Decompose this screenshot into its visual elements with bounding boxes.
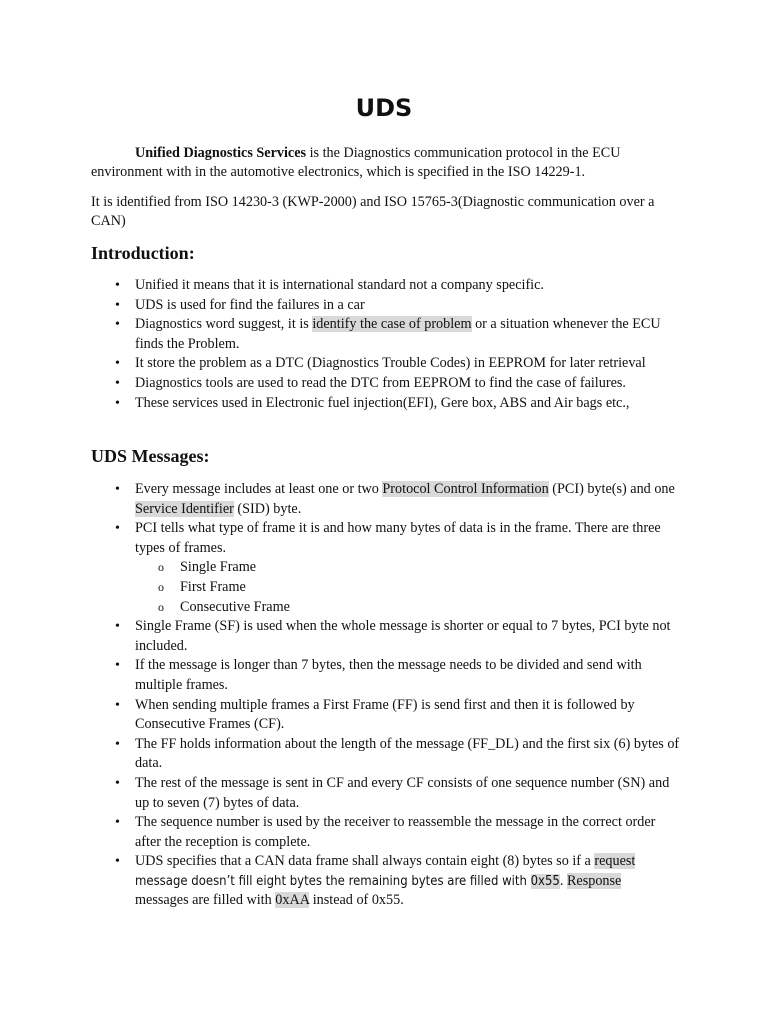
iso-paragraph: It is identified from ISO 14230-3 (KWP-2000) and ISO 15765-3(Diagnostic communication over a CAN) [91,194,655,229]
sub-list-item: o First Frame [135,578,680,598]
sub-list-item: o Consecutive Frame [135,598,680,618]
list-item: • These services used in Electronic fuel injection(EFI), Gere box, ABS and Air bags etc., [0,394,680,414]
introduction-list [0,276,680,413]
highlight: Response [566,872,622,889]
list-item: • It store the problem as a DTC (Diagnostics Trouble Codes) in EEPROM for later retrieval [0,354,680,374]
highlight: Service Identifier [135,500,234,517]
list-item: • The FF holds information about the length of the message (FF_DL) and the first six (6) bytes of data. [0,735,680,774]
introduction-heading: Introduction: [91,243,195,263]
highlight: identify the case of problem [312,316,472,333]
list-item: • Diagnostics tools are used to read the DTC from EEPROM to find the case of failures. [0,374,680,394]
highlight: 0xAA [275,892,310,909]
list-item: • When sending multiple frames a First Frame (FF) is send first and then it is followed by Consecutive Frames (CF). [0,696,680,735]
uds-messages-heading: UDS Messages: [91,446,210,466]
list-item: • The rest of the message is sent in CF and every CF consists of one sequence number (SN) and up to seven (7) bytes of data. [0,774,680,813]
highlight: request [594,853,636,870]
list-item: • Single Frame (SF) is used when the whole message is shorter or equal to 7 bytes, PCI byte not included. [0,617,680,656]
list-item: • UDS specifies that a CAN data frame shall always contain eight (8) bytes so if a request message doesn’t fill eight bytes the remaining bytes are filled with 0x55. Response messages are filled with 0xAA instead of 0x55. [0,852,680,911]
list-item: • UDS is used for find the failures in a car [0,296,680,316]
highlight: Protocol Control Information [382,481,549,497]
list-item: • Every message includes at least one or two Protocol Control Information (PCI) byte(s) and one Service Identifier (SID) byte. [0,480,680,519]
frame-types-list [135,558,680,617]
list-item: • The sequence number is used by the receiver to reassemble the message in the correct order after the reception is complete. [0,813,680,852]
list-item: • If the message is longer than 7 bytes, then the message needs to be divided and send with multiple frames. [0,656,680,695]
page-title: UDS [355,94,413,122]
messages-list [0,480,680,911]
sub-list-item: o Single Frame [135,558,680,578]
list-item: • Diagnostics word suggest, it is identify the case of problem or a situation whenever the ECU finds the Problem. [0,315,680,354]
list-item: • PCI tells what type of frame it is and how many bytes of data is in the frame. There are three types of frames. o Single Frame o First Frame o Consecutive Frame [0,519,680,617]
intro-bold-term: Unified Diagnostics Services [135,145,307,161]
list-item: • Unified it means that it is international standard not a company specific. [0,276,680,296]
highlight: 0x55 [530,873,560,889]
intro-text: is the Diagnostics communication protocol in the ECU environment with in the automotive electronics, which is specified in the ISO 14229-1. [91,145,621,180]
intro-paragraph [91,144,681,182]
